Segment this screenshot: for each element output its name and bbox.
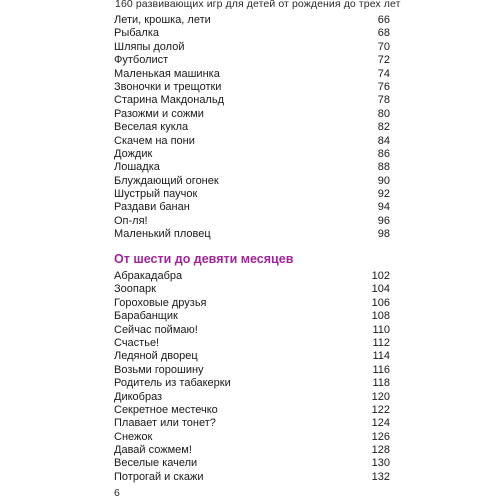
toc-entry-title: Родитель из табакерки: [114, 377, 231, 390]
toc-entry-page: 94: [377, 201, 390, 214]
toc-entry-page: 96: [377, 214, 390, 227]
toc-entry-title: Абракадабра: [114, 270, 183, 282]
toc-entry-page: 110: [372, 323, 390, 336]
toc-entry-title: Барабанщик: [114, 310, 178, 323]
toc-entry-page: 92: [377, 188, 390, 201]
toc-entry: [114, 121, 390, 134]
toc-entry: [114, 310, 390, 323]
running-head: 160 развивающих игр для детей от рождения до трех лет: [115, 0, 401, 10]
toc-entry: [114, 471, 390, 484]
toc-entry-title: Давай сожмем!: [114, 444, 192, 457]
toc-entry-page: 90: [377, 174, 390, 187]
toc-entry-title: Веселая кукла: [114, 121, 189, 134]
toc-entry: [114, 444, 390, 457]
toc-entry-page: 70: [377, 40, 390, 53]
toc-entry-title: Оп-ля!: [114, 214, 148, 227]
toc-entry-title: Сейчас поймаю!: [114, 323, 198, 336]
toc-entry: [114, 417, 390, 430]
toc-entry: [114, 188, 390, 201]
toc-entry-title: Снежок: [114, 430, 153, 443]
toc-entry-title: Рыбалка: [114, 27, 159, 40]
toc-entry: [114, 135, 390, 148]
toc-entry-title: Скачем на пони: [114, 134, 195, 147]
toc-entry: [114, 54, 390, 67]
toc-entry-page: 112: [372, 336, 390, 349]
toc-entry-page: 106: [371, 296, 390, 309]
toc-entry-title: Футболист: [114, 54, 169, 67]
toc-entry-title: Дикобраз: [114, 390, 163, 403]
toc-entry: [114, 148, 390, 161]
toc-entry-title: Плавает или тонет?: [114, 417, 216, 430]
toc-entry-title: Веселые качели: [114, 457, 198, 470]
toc-entry: [114, 41, 390, 54]
toc-entry: [114, 228, 390, 241]
toc-entry-page: 126: [371, 430, 390, 443]
toc-entry-title: Раздави банан: [114, 201, 190, 214]
toc-entry-page: 128: [371, 444, 390, 457]
toc-entry-title: Счастье!: [114, 336, 160, 349]
toc-entry: [114, 14, 390, 27]
section-title: От шести до девяти месяцев: [114, 252, 294, 266]
toc-entry: [114, 94, 390, 107]
toc-entry-page: 120: [371, 390, 390, 403]
toc-entry-title: Лети, крошка, лети: [114, 14, 211, 26]
page-number: 6: [114, 487, 120, 499]
toc-entry-title: Шустрый паучок: [114, 188, 198, 201]
toc-entry: [114, 27, 390, 40]
toc-entry-title: Маленький пловец: [114, 228, 211, 241]
toc-entry-page: 108: [371, 310, 390, 323]
toc-entry-page: 68: [377, 27, 390, 40]
toc-entry: [114, 404, 390, 417]
toc-entry-page: 86: [377, 147, 390, 160]
toc-entry-page: 84: [377, 134, 390, 147]
toc-entry-page: 130: [371, 457, 390, 470]
toc-list-part2: [114, 270, 390, 484]
toc-entry-page: 132: [371, 470, 390, 483]
toc-entry: [114, 377, 390, 390]
toc-entry-title: Звоночки и трещотки: [114, 80, 222, 93]
toc-entry-title: Дождик: [114, 147, 153, 160]
toc-entry: [114, 457, 390, 470]
toc-entry: [114, 324, 390, 337]
toc-entry: [114, 161, 390, 174]
toc-entry: [114, 175, 390, 188]
toc-entry-page: 102: [371, 270, 390, 282]
toc-entry: [114, 364, 390, 377]
toc-entry-title: Секретное местечко: [114, 403, 218, 416]
toc-entry-page: 114: [372, 350, 390, 363]
toc-entry: [114, 350, 390, 363]
toc-entry: [114, 270, 390, 283]
toc-entry-page: 122: [371, 403, 390, 416]
toc-entry-title: Блуждающий огонек: [114, 174, 219, 187]
toc-entry-page: 82: [377, 121, 390, 134]
toc-entry-page: 66: [377, 14, 390, 26]
toc-entry: [114, 391, 390, 404]
toc-entry-page: 98: [377, 228, 390, 241]
toc-entry-title: Разожми и сожми: [114, 107, 204, 120]
toc-entry-page: 74: [377, 67, 390, 80]
toc-entry-page: 88: [377, 161, 390, 174]
toc-entry-page: 80: [377, 107, 390, 120]
toc-entry-page: 76: [377, 80, 390, 93]
toc-entry: [114, 297, 390, 310]
toc-entry: [114, 201, 390, 214]
toc-entry-title: Ледяной дворец: [114, 350, 198, 363]
toc-entry-page: 116: [372, 363, 390, 376]
toc-entry: [114, 68, 390, 81]
toc-entry: [114, 283, 390, 296]
toc-entry-title: Маленькая машинка: [114, 67, 220, 80]
toc-entry: [114, 215, 390, 228]
toc-entry-page: 72: [377, 54, 390, 67]
toc-entry-title: Лошадка: [114, 161, 160, 174]
toc-entry-title: Зоопарк: [114, 283, 156, 296]
toc-entry-page: 78: [377, 94, 390, 107]
toc-entry-title: Возьми горошину: [114, 363, 204, 376]
toc-entry-title: Старина Макдональд: [114, 94, 224, 107]
toc-entry-title: Гороховые друзья: [114, 296, 207, 309]
toc-entry-title: Шляпы долой: [114, 40, 185, 53]
toc-entry: [114, 108, 390, 121]
toc-entry: [114, 337, 390, 350]
toc-entry: [114, 431, 390, 444]
toc-list-part1: [114, 14, 390, 242]
toc-entry: [114, 81, 390, 94]
toc-entry-page: 104: [371, 283, 390, 296]
toc-entry-title: Потрогай и скажи: [114, 470, 204, 483]
toc-entry-page: 124: [371, 417, 390, 430]
toc-entry-page: 118: [372, 377, 390, 390]
